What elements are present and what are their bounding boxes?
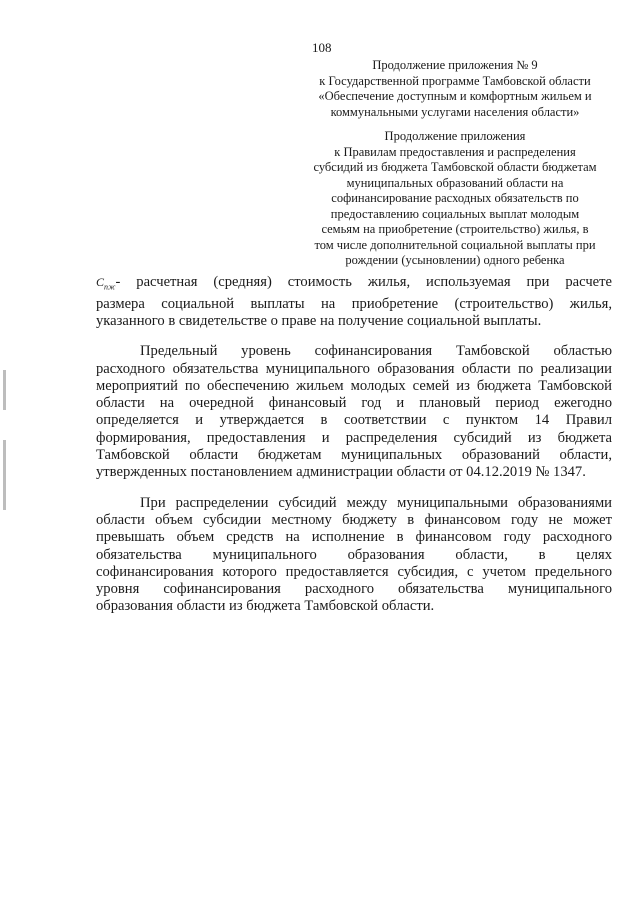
formula-symbol: $С_{пж}$ xyxy=(96,275,116,292)
rules-header-line: софинансирование расходных обязательств по xyxy=(331,191,579,205)
rules-header-line: муниципальных образований области на xyxy=(346,175,564,190)
paragraph-line: обязательства муниципального образования области, в целях xyxy=(96,546,612,563)
paragraph-line: утвержденных постановлением администрации области от 04.12.2019 № 1347. xyxy=(96,464,586,481)
paragraph-line: $С_{пж}-$ расчетная (средняя) стоимость жилья, используемая при расчете xyxy=(96,274,612,292)
appendix-header-line: Продолжение приложения № 9 xyxy=(372,58,538,72)
paragraph-line: формирования, предоставления и распределения субсидий из бюджета xyxy=(96,429,612,446)
rules-header-line: к Правилам предоставления и распределения xyxy=(334,144,576,159)
paragraph-line: превышать объем средств на исполнение в финансовом году расходного xyxy=(96,529,612,546)
rules-header-line: рождении (усыновлении) одного ребенка xyxy=(345,253,565,267)
paragraph-line: размера социальной выплаты на приобретение (строительство) жилья, xyxy=(96,295,612,312)
paragraph-line: определяется и утверждается в соответствии с пунктом 14 Правил xyxy=(96,412,612,429)
rules-appendix-header xyxy=(300,129,610,269)
paragraph-subsidy-distribution xyxy=(96,495,612,616)
paragraph-line: расходного обязательства муниципального образования области по реализации xyxy=(96,360,612,377)
paragraph-line: образования области из бюджета Тамбовской области. xyxy=(96,598,435,615)
rules-header-line: семьям на приобретение (строительство) жилья, в xyxy=(321,222,589,236)
paragraph-line: Тамбовской области бюджетам муниципальных образований области, xyxy=(96,447,612,464)
rules-header-line: предоставлению социальных выплат молодым xyxy=(330,206,580,221)
paragraph-line: При распределении субсидий между муниципальными образованиями xyxy=(140,494,612,511)
paragraph-line: уровня софинансирования расходного обязательства муниципального xyxy=(96,581,612,598)
paragraph-line: области на очередной финансовый год и плановый период ежегодно xyxy=(96,395,612,412)
paragraph-line: мероприятий по обеспечению жильем молодых семей из бюджета Тамбовской xyxy=(96,377,612,394)
appendix-header-line: коммунальными услугами населения области» xyxy=(330,104,580,119)
rules-header-line: том числе дополнительной социальной выплаты при xyxy=(314,237,596,252)
paragraph-cofinancing-level xyxy=(96,343,612,481)
page-number: 108 xyxy=(312,40,332,55)
rules-header-line: субсидий из бюджета Тамбовской области бюджетам xyxy=(313,160,597,174)
scan-margin-mark xyxy=(3,440,6,510)
paragraph-housing-cost xyxy=(96,274,612,330)
rules-header-line: Продолжение приложения xyxy=(384,129,526,143)
scan-margin-mark xyxy=(3,370,6,410)
appendix-header-line: «Обеспечение доступным и комфортным жильем и xyxy=(318,89,592,103)
paragraph-line: области объем субсидии местному бюджету в финансовом году не может xyxy=(96,511,612,528)
paragraph-line: софинансирования которого предоставляется субсидия, с учетом предельного xyxy=(96,563,612,580)
appendix-header xyxy=(300,58,610,120)
document-body xyxy=(96,274,612,629)
appendix-header-line: к Государственной программе Тамбовской области xyxy=(319,73,591,88)
paragraph-line: указанного в свидетельстве о праве на получение социальной выплаты. xyxy=(96,312,542,329)
paragraph-line: Предельный уровень софинансирования Тамбовской областью xyxy=(140,343,612,360)
